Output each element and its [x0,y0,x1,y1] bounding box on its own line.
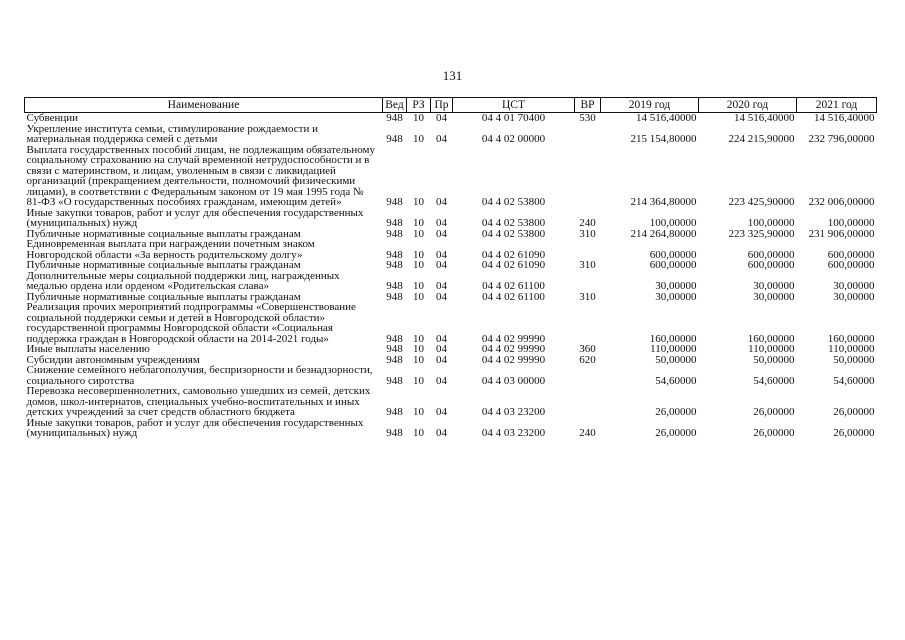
row-rz: 10 [413,427,424,439]
row-amount-2020: 30,00000 [753,290,795,303]
row-rz: 10 [413,406,424,418]
row-cst: 04 4 02 99990 [481,343,546,355]
row-ved: 948 [386,353,403,366]
row-amount-2020: 50,00000 [753,353,795,366]
row-cst: 04 4 03 23200 [481,427,546,439]
row-rz: 10 [413,259,424,271]
row-pr: 04 [436,248,447,261]
row-amount-2020: 26,00000 [753,406,795,418]
row-amount-2019: 30,00000 [655,280,697,292]
row-cst: 04 4 02 00000 [481,133,546,145]
row-cst: 04 4 02 99990 [481,353,546,366]
row-name: Реализация прочих мероприятий подпрограммы «Совершенствование социальной поддержки семьи и детей в Новгородской области» государственной программы Новгородской области «Социальная поддержка граждан в Новгородской области на 2014-2021 годы» [26,301,356,345]
row-amount-2020: 223 325,90000 [728,227,795,240]
row-cst: 04 4 02 53800 [481,227,546,240]
row-ved: 948 [386,374,403,387]
row-name: Укрепление института семьи, стимулирование рождаемости и материальная поддержка семей с детьми [26,122,318,145]
row-cst: 04 4 02 99990 [481,332,546,345]
row-vr: 310 [579,259,596,271]
row-rz: 10 [413,374,424,387]
row-amount-2020: 600,00000 [747,259,795,271]
row-pr: 04 [436,280,447,292]
row-rz: 10 [413,112,424,124]
row-ved: 948 [386,196,403,208]
row-pr: 04 [436,133,447,145]
row-cst: 04 4 03 23200 [481,406,546,418]
row-amount-2021: 110,00000 [828,343,875,355]
column-header-2021: 2021 год [797,98,877,113]
column-header-ved: Вед [383,98,407,113]
row-amount-2020: 30,00000 [753,280,795,292]
row-rz: 10 [413,248,424,261]
row-amount-2021: 54,60000 [833,374,875,387]
row-rz: 10 [413,227,424,240]
row-name: Иные закупки товаров, работ и услуг для обеспечения государственных (муниципальных) нужд [26,206,364,229]
row-amount-2020: 160,00000 [747,332,795,345]
row-amount-2019: 110,00000 [650,343,697,355]
row-cst: 04 4 02 61090 [481,259,546,271]
row-amount-2021: 26,00000 [833,406,875,418]
column-header-2019: 2019 год [601,98,699,113]
row-amount-2019: 160,00000 [649,332,697,345]
row-cst: 04 4 02 61100 [482,280,545,292]
row-amount-2019: 215 154,80000 [630,133,697,145]
row-pr: 04 [436,332,447,345]
column-header-pr: Пр [431,98,453,113]
column-header-vr: ВР [575,98,601,113]
table-row [25,271,877,292]
row-ved: 948 [386,112,403,124]
row-amount-2021: 600,00000 [827,248,875,261]
table-row [25,260,877,271]
row-amount-2021: 160,00000 [827,332,875,345]
row-name: Единовременная выплата при награждении почетным знаком Новгородской области «За верность родительскому долгу» [26,238,315,261]
row-rz: 10 [413,280,424,292]
row-pr: 04 [436,196,447,208]
row-vr [575,145,601,208]
row-amount-2021: 30,00000 [833,280,875,292]
row-name: Публичные нормативные социальные выплаты гражданам [26,227,301,240]
row-vr [575,302,601,344]
row-pr: 04 [436,259,447,271]
row-amount-2019: 54,60000 [655,374,697,387]
table-row [25,344,877,355]
row-vr: 240 [579,217,596,229]
row-name: Снижение семейного неблагополучия, беспризорности и безнадзорности, социального сиротства [26,364,373,387]
row-vr: 530 [579,112,596,124]
row-amount-2021: 231 906,00000 [808,227,875,240]
row-name: Иные выплаты населению [26,343,150,355]
row-vr [575,239,601,260]
row-amount-2019: 214 264,80000 [630,227,697,240]
column-header-rz: РЗ [407,98,431,113]
row-ved: 948 [386,248,403,261]
row-amount-2020: 600,00000 [747,248,795,261]
row-amount-2019: 100,00000 [649,217,697,229]
row-amount-2019: 26,00000 [655,406,697,418]
row-amount-2021: 100,00000 [827,217,875,229]
row-vr [575,386,601,418]
row-cst: 04 4 02 61100 [482,290,545,303]
table-row [25,418,877,439]
table-row [25,302,877,344]
column-header-name: Наименование [25,98,383,113]
row-pr: 04 [436,374,447,387]
row-rz: 10 [413,217,424,229]
table-row [25,113,877,124]
row-amount-2021: 600,00000 [827,259,875,271]
row-vr: 310 [579,227,596,240]
row-amount-2021: 26,00000 [833,427,875,439]
row-ved: 948 [386,343,403,355]
table-row [25,365,877,386]
row-amount-2019: 600,00000 [649,248,697,261]
row-ved: 948 [386,427,403,439]
row-vr: 240 [579,427,596,439]
row-rz: 10 [413,290,424,303]
row-rz: 10 [413,332,424,345]
row-amount-2021: 50,00000 [833,353,875,366]
page-number: 131 [442,68,463,83]
row-amount-2019: 26,00000 [655,427,697,439]
row-amount-2019: 50,00000 [655,353,697,366]
row-vr: 310 [579,290,596,303]
row-amount-2020: 223 425,90000 [728,196,795,208]
row-name: Субсидии автономным учреждениям [26,353,200,366]
row-amount-2021: 232 796,00000 [808,133,875,145]
row-ved: 948 [386,217,403,229]
row-amount-2021: 14 516,40000 [814,112,875,124]
table-row [25,386,877,418]
row-rz: 10 [413,133,424,145]
row-vr [575,365,601,386]
row-ved: 948 [386,259,403,271]
row-pr: 04 [436,290,447,303]
table-row [25,239,877,260]
row-name: Иные закупки товаров, работ и услуг для обеспечения государственных (муниципальных) нужд [26,416,364,439]
row-pr: 04 [436,217,447,229]
row-amount-2020: 224 215,90000 [728,133,795,145]
row-name: Выплата государственных пособий лицам, не подлежащим обязательному социальному страхованию на случай временной нетрудоспособности и в связи с материнством, и лицам, уволенным в связи с ликвидацией организаций (прекращением деятельности, полномочий физическими лицами), в соответствии с Федеральным законом от 19 мая 1995 года № 81-ФЗ «О государственных пособиях гражданам, имеющим детей» [26,143,375,208]
table-row [25,145,877,208]
row-amount-2019: 600,00000 [649,259,697,271]
row-amount-2021: 232 006,00000 [808,196,875,208]
row-amount-2020: 100,00000 [747,217,795,229]
row-cst: 04 4 03 00000 [481,374,546,387]
row-pr: 04 [436,112,447,124]
row-pr: 04 [436,353,447,366]
table-row [25,124,877,145]
budget-table [24,97,877,439]
row-name: Дополнительные меры социальной поддержки лиц, награжденных медалью ордена или орденом «Родительская слава» [26,269,340,292]
row-amount-2020: 14 516,40000 [734,112,795,124]
row-ved: 948 [386,290,403,303]
row-amount-2020: 26,00000 [753,427,795,439]
row-name: Субвенции [26,112,79,124]
row-ved: 948 [386,280,403,292]
row-vr: 620 [579,353,596,366]
row-vr [575,124,601,145]
row-vr: 360 [579,343,596,355]
table-header-row [25,98,877,113]
row-pr: 04 [436,343,447,355]
row-amount-2019: 30,00000 [655,290,697,303]
row-vr [575,271,601,292]
table-row [25,208,877,229]
row-amount-2019: 214 364,80000 [630,196,697,208]
row-name: Публичные нормативные социальные выплаты гражданам [26,259,301,271]
row-amount-2021: 30,00000 [833,290,875,303]
row-cst: 04 4 01 70400 [481,112,546,124]
row-amount-2020: 110,00000 [748,343,795,355]
row-cst: 04 4 02 53800 [481,217,546,229]
row-pr: 04 [436,406,447,418]
row-amount-2020: 54,60000 [753,374,795,387]
row-amount-2019: 14 516,40000 [636,112,697,124]
row-rz: 10 [413,353,424,366]
row-ved: 948 [386,332,403,345]
row-ved: 948 [386,406,403,418]
row-cst: 04 4 02 53800 [481,196,546,208]
row-pr: 04 [436,427,447,439]
column-header-cst: ЦСТ [453,98,575,113]
row-pr: 04 [436,227,447,240]
row-name: Перевозка несовершеннолетних, самовольно ушедших из семей, детских домов, школ-интернатов, специальных учебно-воспитательных и иных детских учреждений за счет средств областного бюджета [26,385,371,418]
row-rz: 10 [413,343,424,355]
row-ved: 948 [386,227,403,240]
row-cst: 04 4 02 61090 [481,248,546,261]
row-name: Публичные нормативные социальные выплаты гражданам [26,290,301,303]
row-ved: 948 [386,133,403,145]
column-header-2020: 2020 год [699,98,797,113]
row-rz: 10 [413,196,424,208]
